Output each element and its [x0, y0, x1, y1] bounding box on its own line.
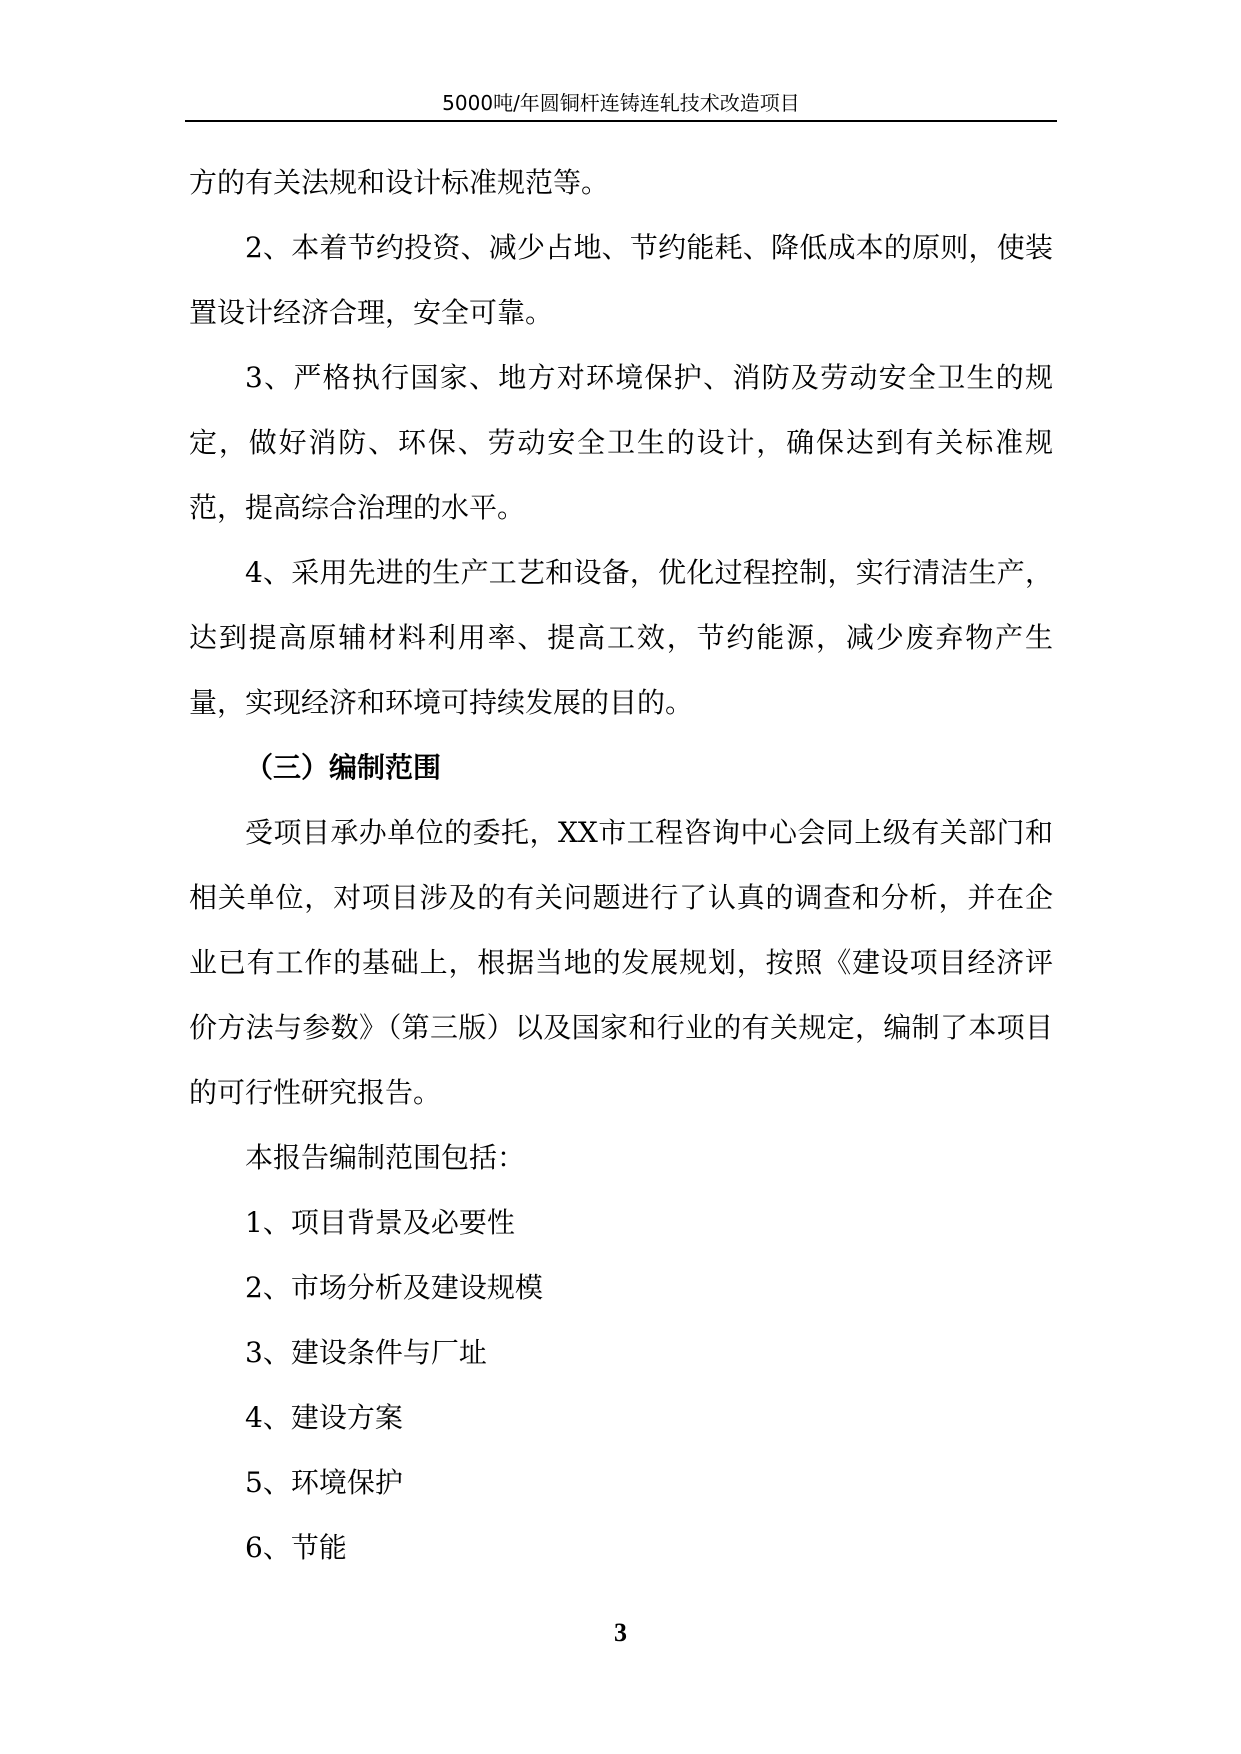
paragraph-principle-3: 3、严格执行国家、地方对环境保护、消防及劳动安全卫生的规定，做好消防、环保、劳动安全卫生的设计，确保达到有关标准规范，提高综合治理的水平。	[189, 361, 1053, 524]
paragraph-scope: 受项目承办单位的委托，XX市工程咨询中心会同上级有关部门和相关单位，对项目涉及的有关问题进行了认真的调查和分析，并在企业已有工作的基础上，根据当地的发展规划，按照《建设项目经济评价方法与参数》（第三版）以及国家和行业的有关规定，编制了本项目的可行性研究报告。	[189, 816, 1053, 1109]
section-heading: （三）编制范围	[245, 751, 442, 784]
page-header	[185, 86, 1057, 122]
paragraph-principle-4: 4、采用先进的生产工艺和设备，优化过程控制，实行清洁生产，达到提高原辅材料利用率、提高工效，节约能源，减少废弃物产生量，实现经济和环境可持续发展的目的。	[189, 556, 1053, 719]
list-item: 2、市场分析及建设规模	[245, 1271, 543, 1304]
page-number: 3	[614, 1618, 627, 1647]
header-title: 5000吨/年圆铜杆连铸连轧技术改造项目	[442, 91, 800, 115]
list-item: 5、环境保护	[245, 1466, 403, 1499]
list-item: 3、建设条件与厂址	[245, 1336, 487, 1369]
paragraph-principle-2: 2、本着节约投资、减少占地、节约能耗、降低成本的原则，使装置设计经济合理，安全可靠。	[189, 231, 1053, 329]
list-item: 6、节能	[245, 1531, 347, 1564]
document-body	[189, 150, 1053, 1580]
paragraph-scope-intro: 本报告编制范围包括：	[245, 1141, 526, 1174]
paragraph-continuation: 方的有关法规和设计标准规范等。	[189, 166, 610, 199]
list-item: 4、建设方案	[245, 1401, 403, 1434]
list-item: 1、项目背景及必要性	[245, 1206, 515, 1239]
